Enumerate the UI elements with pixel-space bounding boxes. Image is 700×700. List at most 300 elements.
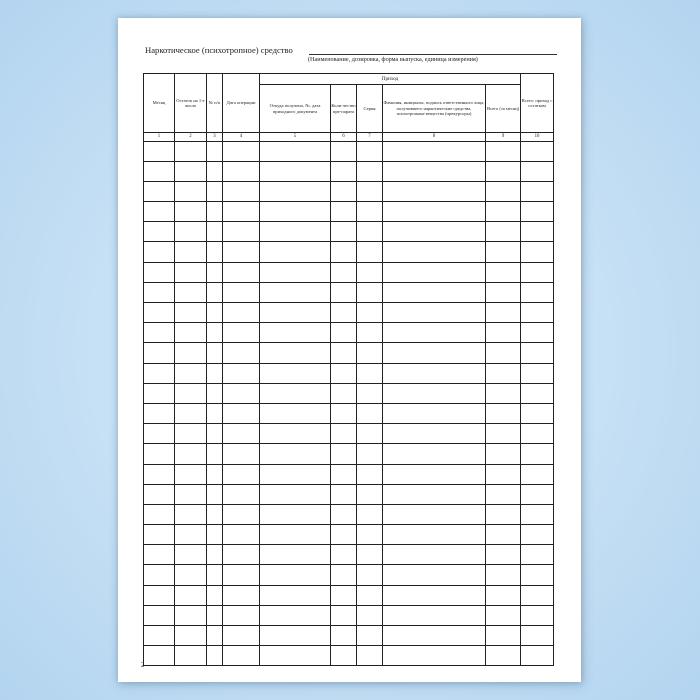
column-number-row: [144, 133, 554, 142]
table-cell: [486, 484, 521, 504]
table-cell: [383, 464, 486, 484]
table-cell: [175, 242, 207, 262]
table-cell: [486, 343, 521, 363]
ledger-page: [118, 18, 581, 682]
table-cell: [207, 545, 223, 565]
table-cell: [521, 504, 554, 524]
table-cell: [207, 403, 223, 423]
table-cell: [521, 181, 554, 201]
table-cell: [357, 161, 383, 181]
table-cell: [486, 303, 521, 323]
table-cell: [486, 605, 521, 625]
table-cell: [486, 363, 521, 383]
table-cell: [331, 525, 357, 545]
table-cell: [175, 262, 207, 282]
table-cell: [383, 504, 486, 524]
table-cell: [486, 585, 521, 605]
table-cell: [207, 363, 223, 383]
table-cell: [383, 585, 486, 605]
table-cell: [486, 323, 521, 343]
table-row: [144, 424, 554, 444]
table-cell: [207, 343, 223, 363]
table-cell: [331, 424, 357, 444]
table-cell: [223, 403, 260, 423]
table-cell: [260, 504, 331, 524]
table-row: [144, 504, 554, 524]
table-cell: [223, 323, 260, 343]
title-text: Наркотическое (психотропное) средство: [145, 45, 293, 55]
group-header-income: Приход: [260, 74, 521, 85]
col-header-total-with-balance: Всего: приход с остатком: [521, 74, 554, 133]
table-cell: [331, 444, 357, 464]
table-cell: [144, 282, 175, 302]
table-cell: [207, 585, 223, 605]
table-cell: [223, 424, 260, 444]
table-cell: [357, 202, 383, 222]
table-cell: [223, 464, 260, 484]
table-cell: [331, 161, 357, 181]
table-cell: [144, 303, 175, 323]
col-header-month: Месяц: [144, 74, 175, 133]
table-cell: [260, 424, 331, 444]
table-cell: [357, 363, 383, 383]
table-cell: [521, 202, 554, 222]
table-cell: [207, 484, 223, 504]
col-header-date: Дата операции: [223, 74, 260, 133]
table-cell: [383, 242, 486, 262]
table-row: [144, 222, 554, 242]
table-cell: [223, 282, 260, 302]
column-number: 6: [331, 133, 357, 142]
column-number: 10: [521, 133, 554, 142]
table-cell: [223, 504, 260, 524]
table-cell: [383, 525, 486, 545]
column-number: 5: [260, 133, 331, 142]
table-row: [144, 626, 554, 646]
table-cell: [223, 545, 260, 565]
table-cell: [357, 242, 383, 262]
table-cell: [175, 161, 207, 181]
table-cell: [207, 383, 223, 403]
table-cell: [144, 222, 175, 242]
table-cell: [357, 504, 383, 524]
table-cell: [144, 464, 175, 484]
table-cell: [357, 545, 383, 565]
table-cell: [357, 383, 383, 403]
table-cell: [521, 343, 554, 363]
table-cell: [383, 181, 486, 201]
table-cell: [383, 262, 486, 282]
table-cell: [486, 525, 521, 545]
table-cell: [357, 484, 383, 504]
table-cell: [486, 262, 521, 282]
table-cell: [383, 202, 486, 222]
table-cell: [223, 242, 260, 262]
table-cell: [175, 646, 207, 666]
table-cell: [144, 525, 175, 545]
table-cell: [331, 262, 357, 282]
table-cell: [260, 343, 331, 363]
table-cell: [521, 605, 554, 625]
table-cell: [357, 262, 383, 282]
table-cell: [175, 323, 207, 343]
table-cell: [357, 565, 383, 585]
table-cell: [144, 242, 175, 262]
table-cell: [357, 343, 383, 363]
table-cell: [207, 525, 223, 545]
column-number: 7: [357, 133, 383, 142]
table-cell: [207, 222, 223, 242]
table-cell: [521, 444, 554, 464]
table-row: [144, 303, 554, 323]
table-cell: [144, 545, 175, 565]
table-cell: [357, 585, 383, 605]
table-row: [144, 363, 554, 383]
table-cell: [175, 383, 207, 403]
table-cell: [175, 303, 207, 323]
table-row: [144, 444, 554, 464]
table-cell: [383, 444, 486, 464]
table-cell: [207, 626, 223, 646]
table-row: [144, 484, 554, 504]
table-cell: [521, 565, 554, 585]
table-cell: [260, 323, 331, 343]
table-cell: [260, 303, 331, 323]
table-cell: [207, 303, 223, 323]
table-cell: [357, 444, 383, 464]
table-cell: [521, 484, 554, 504]
table-cell: [331, 585, 357, 605]
table-cell: [357, 181, 383, 201]
col-header-total-month: Всего (за месяц): [486, 85, 521, 133]
table-cell: [521, 303, 554, 323]
table-cell: [357, 525, 383, 545]
table-cell: [260, 646, 331, 666]
table-cell: [223, 343, 260, 363]
table-cell: [357, 464, 383, 484]
table-cell: [331, 202, 357, 222]
table-cell: [207, 262, 223, 282]
table-cell: [486, 222, 521, 242]
table-cell: [207, 242, 223, 262]
table-row: [144, 605, 554, 625]
table-cell: [331, 545, 357, 565]
table-cell: [521, 282, 554, 302]
ledger-body: [144, 141, 554, 666]
table-row: [144, 202, 554, 222]
table-cell: [383, 282, 486, 302]
table-cell: [175, 525, 207, 545]
table-cell: [207, 605, 223, 625]
table-cell: [207, 444, 223, 464]
table-cell: [223, 646, 260, 666]
table-cell: [175, 464, 207, 484]
table-cell: [486, 161, 521, 181]
table-cell: [383, 545, 486, 565]
table-cell: [260, 141, 331, 161]
table-cell: [383, 222, 486, 242]
table-cell: [175, 363, 207, 383]
table-cell: [144, 323, 175, 343]
table-cell: [260, 484, 331, 504]
table-cell: [486, 424, 521, 444]
table-cell: [223, 484, 260, 504]
table-cell: [175, 403, 207, 423]
table-cell: [521, 363, 554, 383]
table-cell: [331, 464, 357, 484]
table-cell: [207, 202, 223, 222]
table-cell: [331, 242, 357, 262]
table-row: [144, 242, 554, 262]
table-cell: [486, 242, 521, 262]
table-cell: [144, 403, 175, 423]
table-cell: [144, 484, 175, 504]
table-cell: [144, 141, 175, 161]
table-cell: [331, 383, 357, 403]
table-cell: [223, 363, 260, 383]
table-cell: [486, 545, 521, 565]
table-cell: [260, 222, 331, 242]
table-cell: [383, 141, 486, 161]
table-cell: [486, 565, 521, 585]
table-cell: [357, 605, 383, 625]
table-cell: [331, 181, 357, 201]
table-cell: [521, 525, 554, 545]
table-cell: [223, 202, 260, 222]
table-cell: [175, 585, 207, 605]
table-cell: [486, 141, 521, 161]
table-row: [144, 383, 554, 403]
table-cell: [521, 585, 554, 605]
col-header-source: Откуда получено, №, дата приходного документа: [260, 85, 331, 133]
table-cell: [260, 565, 331, 585]
table-cell: [260, 242, 331, 262]
title-fill-line: [309, 54, 557, 55]
table-cell: [144, 181, 175, 201]
table-cell: [357, 424, 383, 444]
table-cell: [260, 525, 331, 545]
table-cell: [357, 222, 383, 242]
table-cell: [175, 484, 207, 504]
column-number: 1: [144, 133, 175, 142]
table-cell: [144, 383, 175, 403]
table-cell: [521, 403, 554, 423]
table-cell: [260, 383, 331, 403]
table-cell: [223, 161, 260, 181]
table-cell: [144, 585, 175, 605]
table-cell: [331, 323, 357, 343]
table-cell: [260, 605, 331, 625]
table-cell: [144, 565, 175, 585]
table-cell: [331, 605, 357, 625]
table-cell: [486, 383, 521, 403]
col-header-series: Серия: [357, 85, 383, 133]
table-row: [144, 282, 554, 302]
table-cell: [207, 646, 223, 666]
column-number: 3: [207, 133, 223, 142]
table-cell: [223, 303, 260, 323]
table-cell: [223, 525, 260, 545]
column-number: 2: [175, 133, 207, 142]
table-cell: [207, 161, 223, 181]
table-cell: [486, 202, 521, 222]
title-hint: (Наименование, дозировка, форма выпуска, единица измерения): [308, 56, 478, 63]
table-cell: [331, 363, 357, 383]
table-cell: [144, 626, 175, 646]
table-cell: [357, 323, 383, 343]
table-cell: [175, 181, 207, 201]
table-cell: [260, 202, 331, 222]
table-cell: [486, 504, 521, 524]
table-cell: [207, 464, 223, 484]
table-cell: [383, 424, 486, 444]
table-cell: [144, 605, 175, 625]
table-cell: [331, 626, 357, 646]
table-cell: [357, 303, 383, 323]
page-number: 2: [141, 661, 145, 669]
table-cell: [331, 141, 357, 161]
table-cell: [175, 545, 207, 565]
table-cell: [175, 222, 207, 242]
table-cell: [223, 626, 260, 646]
column-number: 9: [486, 133, 521, 142]
table-cell: [521, 141, 554, 161]
table-cell: [521, 262, 554, 282]
table-cell: [383, 646, 486, 666]
table-cell: [383, 484, 486, 504]
table-cell: [260, 161, 331, 181]
table-cell: [207, 424, 223, 444]
table-cell: [521, 222, 554, 242]
table-cell: [260, 363, 331, 383]
table-cell: [383, 383, 486, 403]
table-cell: [175, 444, 207, 464]
table-cell: [144, 646, 175, 666]
table-cell: [260, 403, 331, 423]
table-cell: [144, 161, 175, 181]
table-cell: [175, 141, 207, 161]
table-cell: [486, 444, 521, 464]
table-cell: [207, 565, 223, 585]
table-cell: [383, 343, 486, 363]
table-cell: [331, 303, 357, 323]
table-cell: [357, 282, 383, 302]
table-cell: [223, 262, 260, 282]
table-cell: [383, 303, 486, 323]
table-row: [144, 525, 554, 545]
table-cell: [331, 282, 357, 302]
table-cell: [175, 565, 207, 585]
table-cell: [223, 141, 260, 161]
table-cell: [521, 545, 554, 565]
table-cell: [175, 424, 207, 444]
column-number: 4: [223, 133, 260, 142]
table-row: [144, 161, 554, 181]
table-cell: [383, 403, 486, 423]
table-cell: [207, 282, 223, 302]
table-row: [144, 565, 554, 585]
table-cell: [331, 484, 357, 504]
table-cell: [486, 464, 521, 484]
table-row: [144, 262, 554, 282]
table-cell: [383, 161, 486, 181]
table-cell: [331, 504, 357, 524]
table-cell: [383, 565, 486, 585]
table-cell: [383, 626, 486, 646]
table-cell: [521, 323, 554, 343]
column-number: 8: [383, 133, 486, 142]
table-cell: [175, 605, 207, 625]
table-cell: [357, 141, 383, 161]
table-cell: [223, 383, 260, 403]
table-cell: [331, 646, 357, 666]
table-cell: [521, 646, 554, 666]
table-cell: [331, 565, 357, 585]
table-cell: [260, 464, 331, 484]
table-cell: [223, 444, 260, 464]
table-cell: [486, 403, 521, 423]
page-title: [145, 45, 557, 55]
table-cell: [207, 141, 223, 161]
table-cell: [223, 181, 260, 201]
table-cell: [144, 343, 175, 363]
table-cell: [260, 626, 331, 646]
table-cell: [207, 323, 223, 343]
table-cell: [383, 605, 486, 625]
table-cell: [175, 202, 207, 222]
table-row: [144, 646, 554, 666]
table-row: [144, 585, 554, 605]
table-cell: [357, 626, 383, 646]
table-cell: [486, 646, 521, 666]
table-cell: [175, 343, 207, 363]
table-row: [144, 141, 554, 161]
table-cell: [486, 181, 521, 201]
table-row: [144, 403, 554, 423]
table-cell: [383, 363, 486, 383]
table-cell: [144, 504, 175, 524]
table-cell: [331, 403, 357, 423]
table-cell: [357, 646, 383, 666]
table-row: [144, 181, 554, 201]
table-cell: [175, 504, 207, 524]
table-cell: [223, 605, 260, 625]
table-cell: [521, 161, 554, 181]
table-cell: [175, 282, 207, 302]
table-cell: [260, 262, 331, 282]
table-cell: [144, 424, 175, 444]
table-cell: [521, 242, 554, 262]
table-cell: [260, 545, 331, 565]
table-cell: [144, 262, 175, 282]
table-cell: [223, 222, 260, 242]
table-cell: [331, 343, 357, 363]
table-cell: [383, 323, 486, 343]
table-row: [144, 323, 554, 343]
table-row: [144, 545, 554, 565]
col-header-quantity: Коли-чество пре-парата: [331, 85, 357, 133]
table-cell: [223, 565, 260, 585]
table-row: [144, 343, 554, 363]
table-cell: [521, 626, 554, 646]
table-cell: [486, 282, 521, 302]
table-cell: [521, 383, 554, 403]
table-cell: [144, 444, 175, 464]
table-cell: [175, 626, 207, 646]
table-cell: [357, 403, 383, 423]
table-cell: [331, 222, 357, 242]
table-cell: [260, 181, 331, 201]
